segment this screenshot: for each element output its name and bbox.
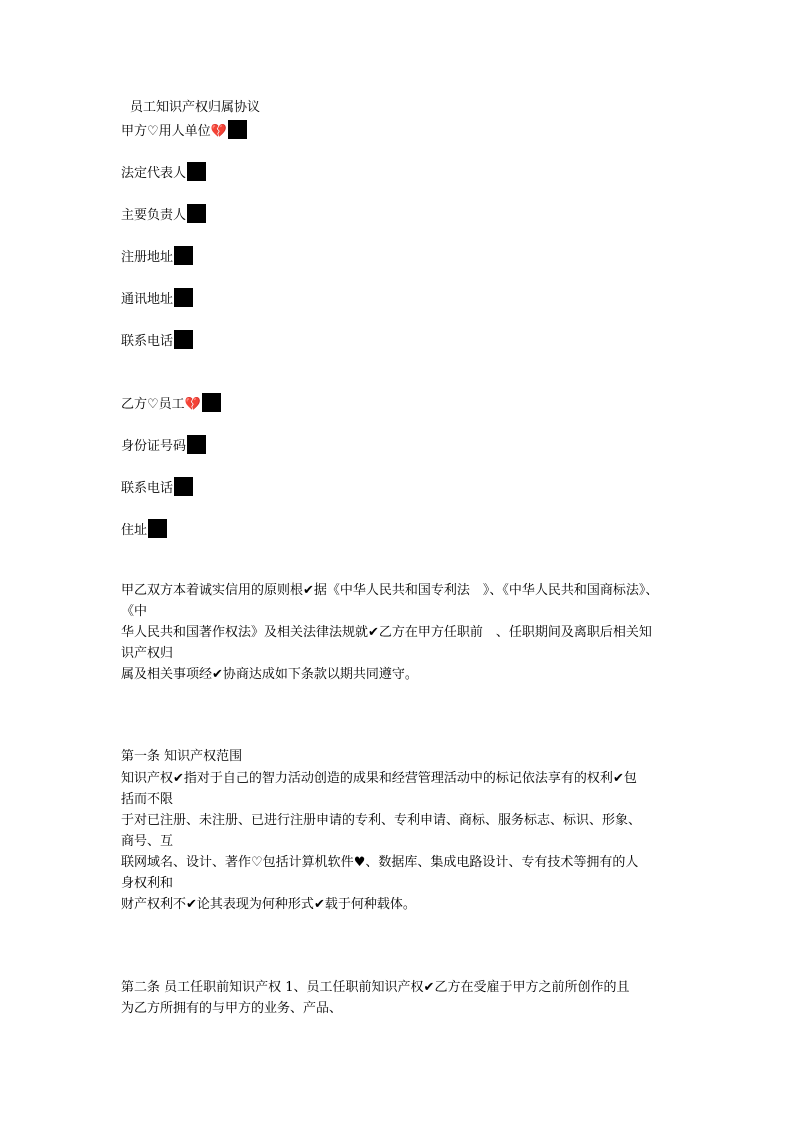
preamble-text: 识产权归	[121, 646, 174, 661]
party-b-field-id	[121, 435, 206, 453]
redaction-block	[228, 120, 247, 139]
field-label: 联系电话	[121, 481, 174, 496]
heart-icon: ♥	[353, 855, 366, 870]
preamble-text: 华人民共和国著作权法》及相关法律法规就	[121, 625, 369, 640]
preamble-text: 乙方在甲方任职前 、任职期间及离职后相关知	[378, 625, 652, 640]
party-a-field-principal	[121, 204, 206, 222]
party-a-field-legal-rep	[121, 162, 206, 180]
party-b-field-phone	[121, 477, 193, 495]
article-text: 包	[623, 771, 637, 786]
field-label: 注册地址	[121, 250, 174, 265]
article-text: 第二条 员工任职前知识产权 1、员工任职前知识产权	[121, 980, 424, 995]
article-text: 乙方在受雇于甲方之前所创作的且	[434, 980, 630, 995]
party-b-role: 员工	[158, 397, 185, 412]
party-a-field-phone	[121, 330, 193, 348]
checkmark-icon: ✔	[186, 897, 197, 912]
article-1-line	[121, 791, 173, 809]
preamble-text: 《中	[121, 604, 148, 619]
broken-heart-icon: 💔	[210, 124, 227, 139]
party-b-label: 乙方	[121, 397, 148, 412]
checkmark-icon: ✔	[368, 625, 379, 640]
preamble-text: 甲乙双方本着诚实信用的原则根	[121, 583, 304, 598]
party-a-label: 甲方	[121, 124, 148, 139]
article-1-line	[121, 854, 638, 872]
checkmark-icon: ✔	[173, 771, 184, 786]
preamble-line	[121, 603, 147, 621]
article-text: 、数据库、集成电路设计、专有技术等拥有的人	[365, 855, 639, 870]
redaction-block	[148, 519, 167, 538]
broken-heart-icon: 💔	[184, 397, 201, 412]
redaction-block	[187, 435, 206, 454]
redaction-block	[174, 246, 193, 265]
checkmark-icon: ✔	[303, 583, 314, 598]
field-label: 法定代表人	[121, 166, 187, 181]
redaction-block	[187, 204, 206, 223]
preamble-line	[121, 645, 173, 663]
field-label: 主要负责人	[121, 208, 187, 223]
party-a-role: 用人单位	[158, 124, 211, 139]
article-1-heading: 第一条 知识产权范围	[121, 749, 243, 764]
preamble-text: 协商达成如下条款以期共同遵守。	[222, 667, 418, 682]
article-1-line	[121, 833, 173, 851]
party-a-line	[121, 120, 247, 138]
article-text: 包括计算机软件	[262, 855, 354, 870]
article-text: 论其表现为何种形式	[196, 897, 314, 912]
article-text: 于对已注册、未注册、已进行注册申请的专利、专利申请、商标、服务标志、标识、形象、	[121, 813, 642, 828]
article-text: 身权利和	[121, 876, 174, 891]
article-text: 括而不限	[121, 792, 174, 807]
checkmark-icon: ✔	[313, 897, 325, 912]
checkmark-icon: ✔	[423, 980, 435, 995]
article-1-line	[121, 875, 173, 893]
checkmark-icon: ✔	[612, 771, 624, 786]
heart-outline-icon: ♡	[147, 397, 159, 412]
field-label: 身份证号码	[121, 439, 187, 454]
preamble-line	[121, 582, 658, 600]
party-a-field-reg-address	[121, 246, 193, 264]
preamble-line	[121, 666, 418, 684]
article-2-line	[121, 1000, 342, 1018]
article-text: 载于何种载体。	[324, 897, 416, 912]
redaction-block	[187, 162, 206, 181]
article-text: 指对于自己的智力活动创造的成果和经营管理活动中的标记依法享有的权利	[183, 771, 613, 786]
preamble-text: 属及相关事项经	[121, 667, 213, 682]
redaction-block	[174, 288, 193, 307]
article-1-line	[121, 770, 637, 788]
preamble-text: 据《中华人民共和国专利法 》、《中华人民共和国商标法》、	[313, 583, 659, 598]
article-text: 为乙方所拥有的与甲方的业务、产品、	[121, 1001, 343, 1016]
heart-outline-icon: ♡	[251, 855, 263, 870]
field-label: 住址	[121, 523, 148, 538]
party-a-field-mail-address	[121, 288, 193, 306]
article-text: 财产权利不	[121, 897, 187, 912]
party-b-line	[121, 393, 221, 411]
preamble-line	[121, 624, 652, 642]
field-label: 通讯地址	[121, 292, 174, 307]
redaction-block	[202, 393, 221, 412]
article-1-line	[121, 896, 416, 914]
article-text: 联网域名、设计、著作	[121, 855, 252, 870]
field-label: 联系电话	[121, 334, 174, 349]
article-1-line	[121, 812, 641, 830]
heart-outline-icon: ♡	[147, 124, 159, 139]
checkmark-icon: ✔	[212, 667, 223, 682]
article-2-line	[121, 979, 629, 997]
party-b-field-address	[121, 519, 167, 537]
redaction-block	[174, 330, 193, 349]
article-text: 商号、互	[121, 834, 174, 849]
article-text: 知识产权	[121, 771, 174, 786]
document-title: 员工知识产权归属协议	[130, 100, 261, 115]
redaction-block	[174, 477, 193, 496]
